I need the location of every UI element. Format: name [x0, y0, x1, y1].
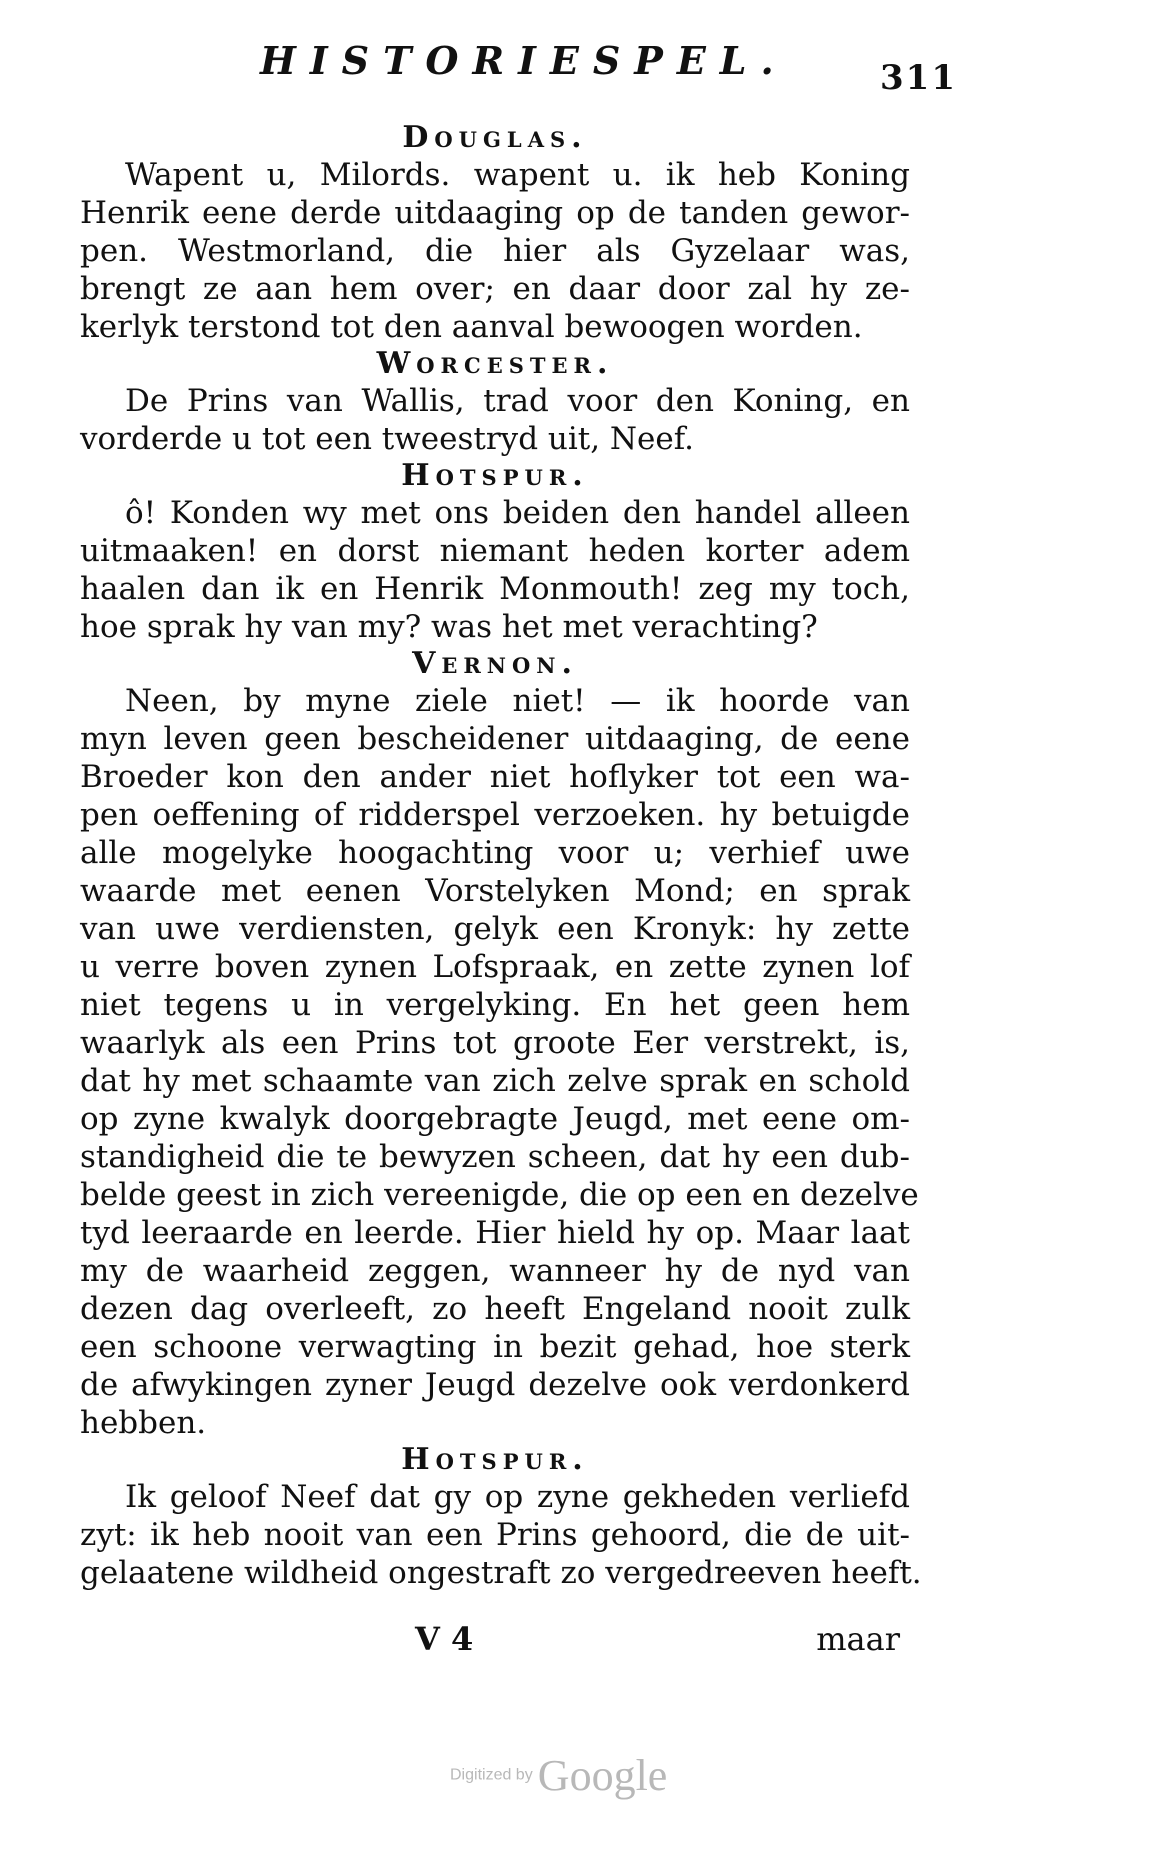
text-line: de afwykingen zyner Jeugd dezelve ook verdonkerd: [80, 1367, 910, 1403]
text-line: hebben.: [80, 1405, 207, 1441]
text-line: myn leven geen bescheidener uitdaaging, de eene: [80, 721, 910, 757]
watermark-prefix: Digitized by: [450, 1766, 533, 1784]
text-line: vorderde u tot een tweestryd uit, Neef.: [80, 421, 694, 457]
speech: [80, 120, 910, 346]
speaker-name: Vernon.: [412, 646, 578, 681]
text-line: kerlyk terstond tot den aanval bewoogen worden.: [80, 309, 863, 345]
text-line: brengt ze aan hem over; en daar door zal hy ze-: [80, 271, 910, 307]
text-line: ô! Konden wy met ons beiden den handel alleen: [125, 495, 910, 531]
catchword: maar: [816, 1620, 900, 1658]
speech: [80, 646, 919, 1442]
text-line: tyd leeraarde en leerde. Hier hield hy op. Maar laat: [80, 1215, 910, 1251]
text-line: Wapent u, Milords. wapent u. ik heb Koning: [125, 157, 910, 193]
text-line: u verre boven zynen Lofspraak, en zette zynen lof: [80, 949, 910, 985]
signature-mark: V 4: [415, 1620, 474, 1658]
text-line: een schoone verwagting in bezit gehad, hoe sterk: [80, 1329, 910, 1365]
text-line: dezen dag overleeft, zo heeft Engeland nooit zulk: [80, 1291, 910, 1327]
text-line: uitmaaken! en dorst niemant heden korter adem: [80, 533, 910, 569]
running-title: HISTORIESPEL.: [260, 38, 788, 83]
text-line: gelaatene wildheid ongestraft zo vergedreeven heeft.: [80, 1555, 922, 1591]
text-line: op zyne kwalyk doorgebragte Jeugd, met eene om-: [80, 1101, 910, 1137]
page-footer: [80, 1620, 900, 1660]
text-line: pen oeffening of ridderspel verzoeken. hy betuigde: [80, 797, 910, 833]
speaker-name: Worcester.: [376, 346, 614, 381]
text-line: De Prins van Wallis, trad voor den Koning, en: [125, 383, 910, 419]
speech: [80, 1442, 922, 1592]
text-line: hoe sprak hy van my? was het met verachting?: [80, 609, 818, 645]
speaker-name: Hotspur.: [401, 1442, 589, 1477]
speech: [80, 458, 910, 646]
watermark-brand: Google: [537, 1751, 668, 1800]
text-line: pen. Westmorland, die hier als Gyzelaar was,: [80, 233, 910, 269]
speaker-name: Hotspur.: [401, 458, 589, 493]
text-line: van uwe verdiensten, gelyk een Kronyk: hy zette: [80, 911, 910, 947]
text-line: Ik geloof Neef dat gy op zyne gekheden verliefd: [125, 1479, 910, 1515]
text-line: niet tegens u in vergelyking. En het geen hem: [80, 987, 910, 1023]
text-line: Broeder kon den ander niet hoflyker tot een wa-: [80, 759, 910, 795]
text-line: waarde met eenen Vorstelyken Mond; en sprak: [80, 873, 910, 909]
play-text: [80, 120, 922, 1592]
text-line: Henrik eene derde uitdaaging op de tanden gewor-: [80, 195, 910, 231]
text-line: belde geest in zich vereenigde, die op een en dezelve: [80, 1177, 919, 1213]
speech: [80, 346, 910, 458]
text-line: my de waarheid zeggen, wanneer hy de nyd van: [80, 1253, 910, 1289]
page-number: 311: [880, 58, 957, 98]
speaker-name: Douglas.: [402, 120, 588, 155]
text-line: zyt: ik heb nooit van een Prins gehoord, die de uit-: [80, 1517, 910, 1553]
text-line: dat hy met schaamte van zich zelve sprak en schold: [80, 1063, 910, 1099]
text-line: standigheid die te bewyzen scheen, dat hy een dub-: [80, 1139, 910, 1175]
text-line: waarlyk als een Prins tot groote Eer verstrekt, is,: [80, 1025, 910, 1061]
text-line: haalen dan ik en Henrik Monmouth! zeg my toch,: [80, 571, 910, 607]
digitization-watermark: [450, 1750, 667, 1801]
text-line: Neen, by myne ziele niet! — ik hoorde van: [125, 683, 910, 719]
text-line: alle mogelyke hoogachting voor u; verhief uwe: [80, 835, 910, 871]
